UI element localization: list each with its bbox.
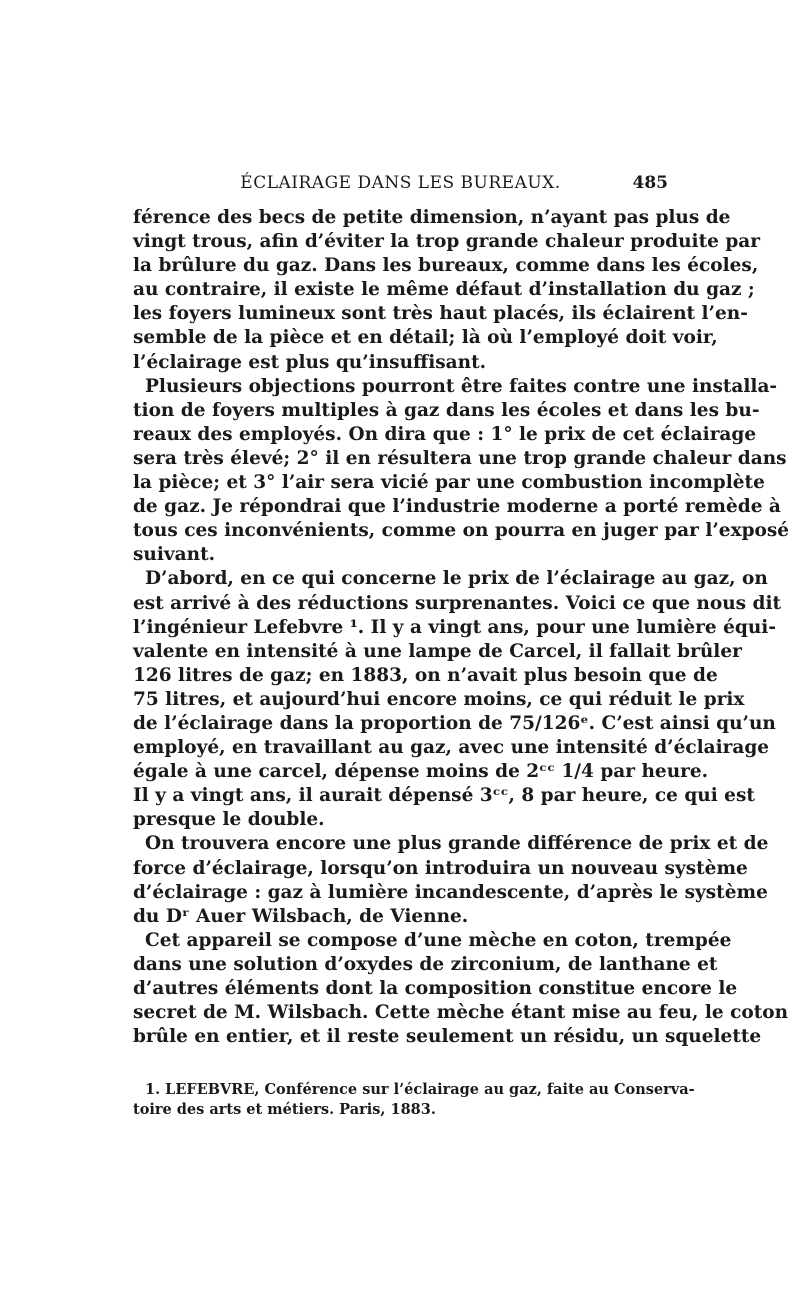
text-line: au contraire, il existe le même défaut d’installation du gaz ; [133,279,755,301]
text-line: du Dʳ Auer Wilsbach, de Vienne. [133,905,469,927]
page-number: 485 [632,173,668,193]
text-line: valente en intensité à une lampe de Carcel, il fallait brûler [133,640,742,662]
text-line: d’éclairage : gaz à lumière incandescente, d’après le système [133,881,768,903]
footnote [133,1080,695,1120]
text-line: tous ces inconvénients, comme on pourra en juger par l’exposé [133,520,790,542]
text-line: employé, en travaillant au gaz, avec une intensité d’éclairage [133,737,770,759]
text-line: vingt trous, afin d’éviter la trop grande chaleur produite par [133,231,761,253]
text-line: la brûlure du gaz. Dans les bureaux, comme dans les écoles, [133,255,759,277]
page-header [133,173,668,197]
text-line: On trouvera encore une plus grande différence de prix et de [145,833,769,855]
text-line: tion de foyers multiples à gaz dans les écoles et dans les bu- [133,399,760,421]
text-line: Plusieurs objections pourront être faites contre une installa- [145,375,778,397]
text-line: Cet appareil se compose d’une mèche en coton, trempée [145,929,732,951]
text-line: 75 litres, et aujourd’hui encore moins, ce qui réduit le prix [133,688,745,710]
text-line: est arrivé à des réductions surprenantes. Voici ce que nous dit [133,592,782,614]
footnote-line: 1. LEFEBVRE, Conférence sur l’éclairage au gaz, faite au Conserva- [145,1081,695,1098]
text-line: presque le double. [133,809,325,831]
text-line: égale à une carcel, dépense moins de 2ᶜᶜ 1/4 par heure. [133,761,709,783]
text-line: de gaz. Je répondrai que l’industrie moderne a porté remède à [133,496,781,518]
text-line: brûle en entier, et il reste seulement un résidu, un squelette [133,1026,762,1048]
text-line: sera très élevé; 2° il en résultera une trop grande chaleur dans [133,447,787,469]
text-line: férence des becs de petite dimension, n’ayant pas plus de [133,207,731,228]
text-line: semble de la pièce et en détail; là où l’employé doit voir, [133,327,718,349]
running-head-title: ÉCLAIRAGE DANS LES BUREAUX. [240,173,561,193]
text-line: secret de M. Wilsbach. Cette mèche étant mise au feu, le coton [133,1002,789,1024]
text-line: dans une solution d’oxydes de zirconium, de lanthane et [133,953,718,975]
text-line: D’abord, en ce qui concerne le prix de l’éclairage au gaz, on [145,568,768,590]
text-line: 126 litres de gaz; en 1883, on n’avait plus besoin que de [133,664,718,686]
body-text [133,206,790,1049]
text-line: d’autres éléments dont la composition constitue encore le [133,978,738,999]
footnote-line: toire des arts et métiers. Paris, 1883. [133,1101,436,1118]
text-line: les foyers lumineux sont très haut placés, ils éclairent l’en- [133,303,748,325]
text-line: de l’éclairage dans la proportion de 75/126ᵉ. C’est ainsi qu’un [133,712,776,734]
text-line: la pièce; et 3° l’air sera vicié par une combustion incomplète [133,472,765,494]
text-line: force d’éclairage, lorsqu’on introduira un nouveau système [133,857,748,879]
text-line: suivant. [133,544,216,566]
text-line: l’ingénieur Lefebvre ¹. Il y a vingt ans, pour une lumière équi- [133,616,776,638]
text-line: reaux des employés. On dira que : 1° le prix de cet éclairage [133,423,757,445]
text-line: l’éclairage est plus qu’insuffisant. [133,351,487,373]
text-line: Il y a vingt ans, il aurait dépensé 3ᶜᶜ, 8 par heure, ce qui est [133,785,755,807]
